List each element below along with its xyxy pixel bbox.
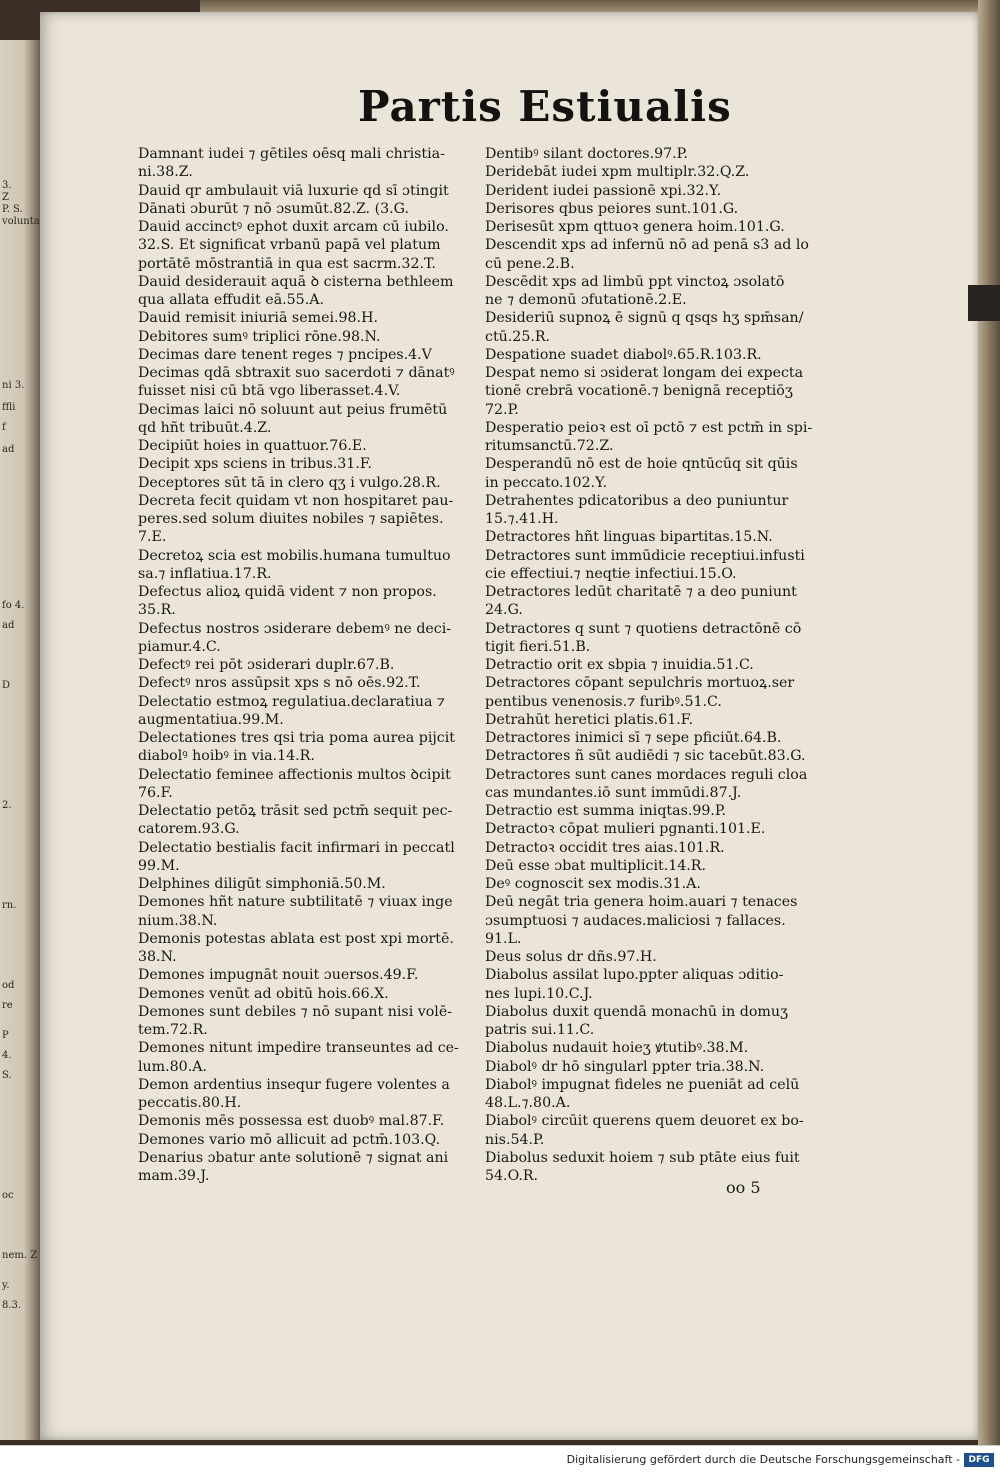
facing-page-fragment: 2.: [2, 800, 12, 811]
index-entry-line: Decimas qdā sbtraxit suo sacerdoti ⁊ dānatꝰ: [138, 365, 455, 381]
index-entry-line: Debitores sumꝰ triplici rōne.98.N.: [138, 328, 381, 345]
index-entry-line: Detrahūt heretici platis.61.F.: [485, 711, 693, 728]
facing-page-fragment: oc: [2, 1190, 14, 1201]
index-entry-line: Decipit xps sciens in tribus.31.F.: [138, 456, 372, 473]
index-entry-line: tigit fieri.51.B.: [485, 638, 591, 655]
index-entry-line: Diabolus duxit quendā monachū in domuʒ: [485, 1003, 788, 1020]
index-entry-line: Demones hñt nature subtilitatē ⁊ viuax inge: [138, 894, 453, 911]
index-entry-line: Diabolꝰ impugnat fideles ne pueniāt ad celū: [485, 1076, 800, 1093]
index-entry-line: 7.E.: [138, 529, 167, 546]
index-entry-line: Demones sunt debiles ⁊ nō supant nisi volē-: [138, 1003, 453, 1020]
index-entry-line: Derisesūt xpm qttuoꝛ genera hoim.101.G.: [485, 219, 785, 235]
index-entry-line: Demonis mēs possessa est duobꝰ mal.87.F.: [138, 1113, 445, 1130]
facing-page-fragment: D: [2, 680, 11, 691]
index-entry-line: Desperandū nō est de hoie qntūcūq sit qūis: [485, 456, 798, 473]
index-entry-line: nes lupi.10.C.J.: [485, 985, 593, 1002]
index-entry-line: Detractio est summa iniqtas.99.P.: [485, 803, 727, 819]
index-entry-line: Demonis potestas ablata est post xpi mortē.: [138, 930, 454, 947]
index-entry-line: Decimas laici nō soluunt aut peius frumētū: [138, 401, 448, 418]
facing-page-fragment: ffli: [2, 402, 16, 413]
facing-page-edge: [0, 40, 40, 1440]
index-entry-line: Deū esse ɔbat multiplicit.14.R.: [485, 857, 706, 874]
index-entry-line: Delphines diligūt simphoniā.50.M.: [138, 876, 386, 892]
index-entry-line: Demones vario mō allicuit ad pctm̄.103.Q.: [138, 1131, 441, 1148]
facing-page-fragment: P: [2, 1030, 9, 1041]
funding-credit: Digitalisierung gefördert durch die Deutsche Forschungsgemeinschaft -: [566, 1453, 960, 1466]
book-fore-edge: [978, 0, 1000, 1445]
index-entry-line: Diabolus nudauit hoieʒ ꝟtutibꝰ.38.M.: [485, 1040, 749, 1057]
index-entry-line: Demones nitunt impedire transeuntes ad ce-: [138, 1040, 459, 1057]
facing-page-fragment: ad: [2, 444, 15, 455]
attribution-bar: [0, 1445, 1000, 1473]
facing-page-fragment: Z: [2, 192, 9, 203]
index-entry-line: Decimas dare tenent reges ⁊ pncipes.4.V: [138, 346, 432, 363]
index-entry-line: fuisset nisi cū btā vgo liberasset.4.V.: [138, 383, 401, 400]
index-entry-line: diabolꝰ hoibꝰ in via.14.R.: [138, 748, 315, 765]
index-entry-line: cū pene.2.B.: [485, 255, 575, 272]
index-entry-line: pentibus venenosis.⁊ furibꝰ.51.C.: [485, 693, 722, 710]
index-entry-line: Diabolꝰ circūit querens quem deuoret ex bo-: [485, 1113, 804, 1130]
index-entry-line: Diabolus seduxit hoiem ⁊ sub ptāte eius fuit: [485, 1149, 800, 1166]
index-entry-line: Derident iudei passionē xpi.32.Y.: [485, 182, 722, 199]
index-entry-line: Demon ardentius insequr fugere volentes a: [138, 1076, 450, 1093]
index-entry-line: Denarius ɔbatur ante solutionē ⁊ signat ani: [138, 1149, 449, 1166]
index-entry-line: Deceptores sūt tā in clero qʒ i vulgo.28.R.: [138, 474, 441, 491]
index-entry-line: 54.O.R.: [485, 1168, 539, 1184]
facing-page-fragment: y.: [2, 1280, 10, 1291]
index-entry-line: Dauid accinctꝰ ephot duxit arcam cū iubilo.: [138, 219, 449, 235]
index-entry-line: Detractores sunt canes mordaces reguli cloa: [485, 766, 808, 783]
index-entry-line: Demones impugnāt nouit ɔuersos.49.F.: [138, 967, 419, 984]
index-entry-line: 35.R.: [138, 602, 176, 619]
index-entry-line: Deridebāt iudei xpm multiplr.32.Q.Z.: [485, 164, 750, 181]
index-entry-line: Decipiūt hoies in quattuor.76.E.: [138, 438, 367, 454]
index-entry-line: Desperatio peioꝛ est oī pctō ⁊ est pctm̄ in spi-: [485, 419, 813, 436]
index-entry-line: qua allata effudit eā.55.A.: [138, 292, 324, 308]
facing-page-fragment: 8.3.: [2, 1300, 22, 1311]
index-entry-line: in peccato.102.Y.: [485, 474, 608, 491]
index-entry-line: Detractores q sunt ⁊ quotiens detractōnē cō: [485, 620, 802, 637]
index-column-left: [138, 145, 468, 1185]
index-entry-line: Deus solus dr dñs.97.H.: [485, 949, 657, 965]
index-entry-line: Dauid remisit iniuriā semei.98.H.: [138, 310, 378, 327]
index-entry-line: ctū.25.R.: [485, 328, 551, 345]
index-entry-line: tem.72.R.: [138, 1022, 208, 1038]
facing-page-fragment: ni 3.: [2, 380, 25, 391]
index-entry-line: 99.M.: [138, 857, 180, 874]
index-entry-line: tionē crebrā vocationē.⁊ benignā receptiōʒ: [485, 383, 793, 400]
index-entry-line: Detrahentes pdicatoribus a deo puniuntur: [485, 492, 789, 509]
index-entry-line: Detractores inimici sī ⁊ sepe pficiūt.64.B.: [485, 730, 782, 746]
index-entry-line: Deū negāt tria genera hoim.auari ⁊ tenaces: [485, 894, 798, 911]
index-entry-line: portātē mōstrantiā in qua est sacrm.32.T.: [138, 255, 436, 272]
facing-page-fragment: volunta: [2, 216, 40, 227]
index-entry-line: peres.sed solum diuites nobiles ⁊ sapiētes.: [138, 511, 444, 527]
index-entry-line: Delectatio bestialis facit infirmari in peccatl: [138, 839, 455, 856]
facing-page-fragment: rn.: [2, 900, 17, 911]
index-entry-line: piamur.4.C.: [138, 638, 221, 655]
index-entry-line: Delectationes tres qsi tria poma aurea pijcit: [138, 730, 455, 746]
index-entry-line: Defectus nostros ɔsiderare debemꝰ ne deci-: [138, 620, 452, 637]
index-entry-line: 32.S. Et significat vrbanū papā vel platum: [138, 237, 441, 254]
index-entry-line: Detractores sunt immūdicie receptiui.infusti: [485, 547, 805, 564]
facing-page-fragment: od: [2, 980, 15, 991]
facing-page-fragment: nem. Z: [2, 1250, 38, 1261]
index-entry-line: Dauid desiderauit aquā ꝺ cisterna bethleem: [138, 273, 454, 290]
facing-page-fragment: P. S.: [2, 204, 23, 215]
index-entry-line: Despat nemo si ɔsiderat longam dei expecta: [485, 365, 804, 381]
index-entry-line: Delectatio estmoꝝ regulatiua.declaratiua ⁊: [138, 693, 446, 710]
index-entry-line: 15.⁊.41.H.: [485, 511, 559, 527]
index-entry-line: Dentibꝰ silant doctores.97.P.: [485, 146, 688, 162]
index-entry-line: ne ⁊ demonū ɔfutationē.2.E.: [485, 292, 687, 308]
index-entry-line: cas mundantes.iō sunt immūdi.87.J.: [485, 784, 742, 801]
index-entry-line: mam.39.J.: [138, 1168, 210, 1184]
index-entry-line: Decreta fecit quidam vt non hospitaret pau-: [138, 492, 454, 509]
index-entry-line: patris sui.11.C.: [485, 1022, 595, 1038]
index-entry-line: Diabolꝰ dr hō singularl ppter tria.38.N.: [485, 1058, 765, 1075]
index-entry-line: cie effectiui.⁊ neqtie infectiui.15.O.: [485, 565, 737, 582]
index-entry-line: ɔsumptuosi ⁊ audaces.maliciosi ⁊ fallaces.: [485, 912, 786, 929]
facing-page-fragment: 3.: [2, 180, 12, 191]
book-page: [40, 12, 978, 1440]
index-entry-line: Delectatio feminee affectionis multos ꝺcipit: [138, 766, 451, 783]
index-entry-line: 72.P.: [485, 401, 519, 418]
facing-page-fragment: fo 4.: [2, 600, 25, 611]
index-entry-line: 48.L.⁊.80.A.: [485, 1095, 571, 1111]
index-entry-line: Dauid qr ambulauit viā luxurie qd sī ɔtingit: [138, 182, 449, 199]
dfg-logo-icon: DFG: [964, 1453, 994, 1467]
index-entry-line: ni.38.Z.: [138, 164, 193, 181]
index-entry-line: qd hñt tribuūt.4.Z.: [138, 419, 272, 436]
index-entry-line: Defectus alioꝝ quidā vident ⁊ non propos.: [138, 584, 437, 600]
index-entry-line: sa.⁊ inflatiua.17.R.: [138, 565, 272, 582]
index-entry-line: 76.F.: [138, 784, 173, 801]
facing-page-fragment: 4.: [2, 1050, 12, 1061]
index-entry-line: Detractores hñt linguas bipartitas.15.N.: [485, 529, 773, 546]
index-entry-line: Descendit xps ad infernū nō ad penā s3 ad lo: [485, 237, 809, 254]
index-entry-line: Defectꝰ nros assūpsit xps s nō oēs.92.T.: [138, 675, 421, 692]
index-entry-line: 38.N.: [138, 949, 177, 965]
index-entry-line: Dānati ɔburūt ⁊ nō ɔsumūt.82.Z. (3.G.: [138, 200, 409, 217]
facing-page-fragment: f: [2, 422, 6, 433]
index-entry-line: Detractio orit ex sbpia ⁊ inuidia.51.C.: [485, 657, 754, 673]
index-entry-line: Deꝰ cognoscit sex modis.31.A.: [485, 876, 701, 892]
index-entry-line: Detractores cōpant sepulchris mortuoꝝ.ser: [485, 675, 795, 692]
bookmark-tab: [968, 285, 1000, 321]
index-entry-line: nium.38.N.: [138, 912, 218, 929]
index-entry-line: Decretoꝝ scia est mobilis.humana tumultuo: [138, 547, 451, 564]
signature-mark: oo 5: [726, 1178, 761, 1197]
index-entry-line: 91.L.: [485, 930, 522, 947]
index-entry-line: Detractoꝛ occidit tres aias.101.R.: [485, 839, 725, 856]
facing-page-fragment: ad: [2, 620, 15, 631]
index-entry-line: 24.G.: [485, 602, 523, 619]
index-column-right: [485, 145, 820, 1185]
index-entry-line: Damnant iudei ⁊ gētiles oēsq mali christia-: [138, 146, 445, 162]
index-entry-line: Delectatio petōꝝ trāsit sed pctm̄ sequit pec-: [138, 803, 453, 819]
index-entry-line: augmentatiua.99.M.: [138, 711, 284, 728]
index-entry-line: Desideriū supnoꝝ ē signū q qsqs hʒ spm̄san/: [485, 310, 804, 327]
index-entry-line: Defectꝰ rei pōt ɔsiderari duplr.67.B.: [138, 657, 395, 673]
index-entry-line: nis.54.P.: [485, 1131, 545, 1148]
index-entry-line: Descēdit xps ad limbū ppt vinctoꝝ ɔsolatō: [485, 273, 785, 290]
index-entry-line: ritumsanctū.72.Z.: [485, 438, 614, 454]
index-entry-line: Despatione suadet diabolꝰ.65.R.103.R.: [485, 346, 762, 363]
index-entry-line: Demones venūt ad obitū hois.66.X.: [138, 985, 389, 1002]
index-entry-line: lum.80.A.: [138, 1058, 207, 1075]
index-entry-line: Detractores ledūt charitatē ⁊ a deo puniunt: [485, 584, 797, 600]
running-head: Partis Estiualis: [358, 82, 732, 131]
facing-page-fragment: S.: [2, 1070, 12, 1081]
index-entry-line: Diabolus assilat lupo.ppter aliquas ɔditio-: [485, 967, 784, 984]
index-entry-line: Derisores qbus peiores sunt.101.G.: [485, 200, 739, 217]
index-entry-line: peccatis.80.H.: [138, 1095, 242, 1111]
facing-page-fragment: re: [2, 1000, 13, 1011]
index-entry-line: catorem.93.G.: [138, 821, 240, 838]
index-entry-line: Detractoꝛ cōpat mulieri pgnanti.101.E.: [485, 821, 766, 838]
index-entry-line: Detractores ñ sūt audiēdi ⁊ sic tacebūt.83.G.: [485, 748, 806, 765]
